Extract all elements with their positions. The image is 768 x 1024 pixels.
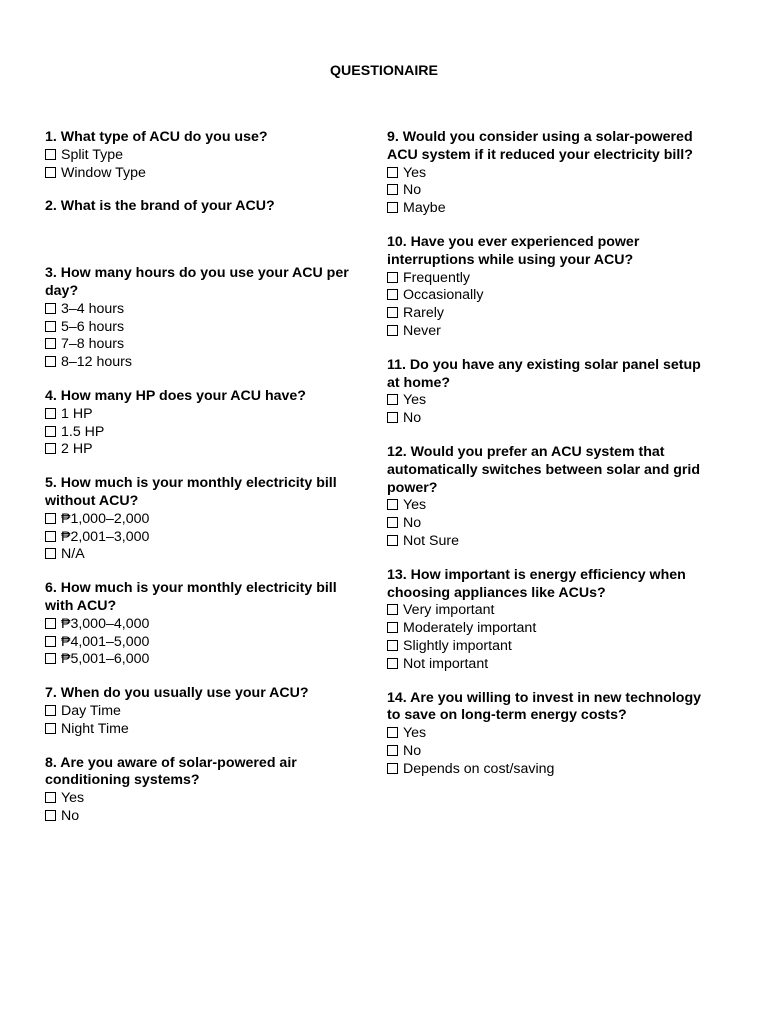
options-list	[45, 301, 367, 372]
option[interactable]	[387, 638, 702, 656]
checkbox-icon[interactable]	[387, 763, 398, 774]
option[interactable]	[387, 200, 702, 218]
checkbox-icon[interactable]	[45, 792, 56, 803]
question-13	[387, 567, 702, 674]
checkbox-icon[interactable]	[45, 426, 56, 437]
option-label: 5–6 hours	[61, 318, 125, 335]
checkbox-icon[interactable]	[387, 535, 398, 546]
options-list	[45, 511, 367, 564]
checkbox-icon[interactable]	[45, 531, 56, 542]
option[interactable]	[45, 808, 367, 826]
option-label: No	[403, 515, 422, 532]
question-text: 12. Would you prefer an ACU system that automatically switches between solar and grid power?	[387, 443, 701, 496]
checkbox-icon[interactable]	[45, 618, 56, 629]
option[interactable]	[45, 441, 367, 459]
question-text: 2. What is the brand of your ACU?	[45, 198, 275, 215]
checkbox-icon[interactable]	[45, 723, 56, 734]
question-text: 3. How many hours do you use your ACU per day?	[45, 265, 349, 299]
checkbox-icon[interactable]	[387, 272, 398, 283]
options-list	[387, 602, 702, 673]
option-label: Frequently	[403, 269, 471, 286]
checkbox-icon[interactable]	[45, 149, 56, 160]
option-label: N/A	[61, 546, 85, 563]
question-text: 11. Do you have any existing solar panel setup at home?	[387, 356, 701, 391]
checkbox-icon[interactable]	[45, 513, 56, 524]
option[interactable]	[45, 336, 367, 354]
option[interactable]	[387, 270, 702, 288]
option-label: No	[403, 742, 422, 759]
option-label: ₱3,000–4,000	[61, 615, 150, 632]
checkbox-icon[interactable]	[387, 517, 398, 528]
checkbox-icon[interactable]	[387, 604, 398, 615]
options-list	[387, 392, 702, 428]
option[interactable]	[45, 424, 367, 442]
option-label: Night Time	[61, 720, 129, 737]
checkbox-icon[interactable]	[45, 653, 56, 664]
left-column	[45, 129, 367, 842]
option[interactable]	[387, 725, 702, 743]
option-label: Moderately important	[403, 620, 537, 637]
option[interactable]	[387, 533, 702, 551]
question-text: 7. When do you usually use your ACU?	[45, 685, 309, 702]
option-label: Yes	[403, 392, 427, 409]
checkbox-icon[interactable]	[387, 202, 398, 213]
option[interactable]	[387, 410, 702, 428]
question-1	[45, 129, 367, 182]
option[interactable]	[387, 620, 702, 638]
option[interactable]	[387, 182, 702, 200]
question-2	[45, 198, 367, 216]
options-list	[45, 616, 367, 669]
question-text: 6. How much is your monthly electricity bill with ACU?	[45, 580, 337, 614]
option[interactable]	[45, 703, 367, 721]
question-5	[45, 475, 367, 564]
question-text: 5. How much is your monthly electricity bill without ACU?	[45, 475, 337, 509]
option[interactable]	[387, 165, 702, 183]
option-label: 1.5 HP	[61, 423, 105, 440]
option[interactable]	[387, 497, 702, 515]
option[interactable]	[45, 651, 367, 669]
option[interactable]	[387, 743, 702, 761]
option-label: ₱2,001–3,000	[61, 528, 150, 545]
question-10	[387, 234, 702, 341]
option-label: Window Type	[61, 164, 146, 181]
option-label: 2 HP	[61, 441, 93, 458]
option[interactable]	[387, 656, 702, 674]
option[interactable]	[45, 147, 367, 165]
question-text: 4. How many HP does your ACU have?	[45, 387, 306, 404]
option[interactable]	[45, 301, 367, 319]
option-label: Slightly important	[403, 637, 512, 654]
checkbox-icon[interactable]	[387, 658, 398, 669]
options-list	[45, 406, 367, 459]
option-label: Not important	[403, 655, 489, 672]
option-label: Maybe	[403, 200, 446, 217]
question-7	[45, 685, 367, 738]
checkbox-icon[interactable]	[387, 412, 398, 423]
option-label: Yes	[403, 164, 427, 181]
option-label: Rarely	[403, 305, 444, 322]
question-text: 13. How important is energy efficiency when choosing appliances like ACUs?	[387, 566, 686, 601]
checkbox-icon[interactable]	[45, 636, 56, 647]
option-label: ₱5,001–6,000	[61, 651, 150, 668]
options-list	[387, 725, 702, 778]
question-text: 9. Would you consider using a solar-powered ACU system if it reduced your electricity bill?	[387, 129, 693, 163]
checkbox-icon[interactable]	[387, 289, 398, 300]
question-9	[387, 129, 702, 218]
option-label: Depends on cost/saving	[403, 760, 555, 777]
checkbox-icon[interactable]	[45, 548, 56, 559]
option[interactable]	[45, 406, 367, 424]
options-list	[45, 703, 367, 739]
checkbox-icon[interactable]	[45, 810, 56, 821]
option-label: Not Sure	[403, 532, 459, 549]
options-list	[387, 497, 702, 550]
question-11	[387, 357, 702, 428]
option-label: 3–4 hours	[61, 300, 125, 317]
option-label: ₱4,001–5,000	[61, 633, 150, 650]
checkbox-icon[interactable]	[45, 303, 56, 314]
checkbox-icon[interactable]	[45, 321, 56, 332]
option[interactable]	[45, 529, 367, 547]
document-title: QUESTIONAIRE	[330, 63, 438, 79]
option[interactable]	[45, 546, 367, 564]
options-list	[387, 270, 702, 341]
option[interactable]	[387, 305, 702, 323]
option[interactable]	[387, 515, 702, 533]
option-label: No	[61, 807, 80, 824]
option[interactable]	[45, 616, 367, 634]
option-label: Yes	[403, 725, 427, 742]
option-label: Yes	[403, 497, 427, 514]
options-list	[387, 165, 702, 218]
checkbox-icon[interactable]	[45, 338, 56, 349]
option-label: 7–8 hours	[61, 336, 125, 353]
option[interactable]	[45, 721, 367, 739]
option-label: No	[403, 182, 422, 199]
option[interactable]	[387, 287, 702, 305]
checkbox-icon[interactable]	[45, 443, 56, 454]
checkbox-icon[interactable]	[387, 307, 398, 318]
question-12	[387, 444, 702, 551]
checkbox-icon[interactable]	[387, 394, 398, 405]
option-label: Never	[403, 322, 441, 339]
question-6	[45, 580, 367, 669]
options-list	[45, 147, 367, 183]
checkbox-icon[interactable]	[387, 184, 398, 195]
question-text: 10. Have you ever experienced power interruptions while using your ACU?	[387, 233, 640, 268]
checkbox-icon[interactable]	[387, 745, 398, 756]
checkbox-icon[interactable]	[387, 640, 398, 651]
option-label: Split Type	[61, 146, 124, 163]
question-text: 1. What type of ACU do you use?	[45, 129, 268, 145]
option-label: 8–12 hours	[61, 354, 132, 371]
checkbox-icon[interactable]	[387, 167, 398, 178]
checkbox-icon[interactable]	[387, 325, 398, 336]
checkbox-icon[interactable]	[45, 167, 56, 178]
option[interactable]	[387, 323, 702, 341]
option[interactable]	[45, 511, 367, 529]
option[interactable]	[387, 392, 702, 410]
question-8	[45, 755, 367, 826]
option-label: Day Time	[61, 702, 121, 719]
option-label: Very important	[403, 602, 495, 619]
option-label: Occasionally	[403, 287, 484, 304]
option[interactable]	[387, 761, 702, 779]
question-3	[45, 265, 367, 372]
option[interactable]	[45, 354, 367, 372]
checkbox-icon[interactable]	[387, 727, 398, 738]
checkbox-icon[interactable]	[45, 356, 56, 367]
option-label: 1 HP	[61, 405, 93, 422]
checkbox-icon[interactable]	[387, 622, 398, 633]
option-label: Yes	[61, 790, 85, 807]
option-label: No	[403, 410, 422, 427]
option[interactable]	[387, 602, 702, 620]
option-label: ₱1,000–2,000	[61, 510, 150, 527]
question-14	[387, 690, 702, 779]
options-list	[45, 790, 367, 826]
option[interactable]	[45, 165, 367, 183]
question-text: 14. Are you willing to invest in new technology to save on long-term energy costs?	[387, 689, 702, 724]
option[interactable]	[45, 790, 367, 808]
option[interactable]	[45, 634, 367, 652]
question-text: 8. Are you aware of solar-powered air conditioning systems?	[45, 754, 297, 789]
question-4	[45, 388, 367, 459]
checkbox-icon[interactable]	[45, 705, 56, 716]
option[interactable]	[45, 319, 367, 337]
checkbox-icon[interactable]	[45, 408, 56, 419]
right-column	[387, 129, 702, 795]
checkbox-icon[interactable]	[387, 499, 398, 510]
